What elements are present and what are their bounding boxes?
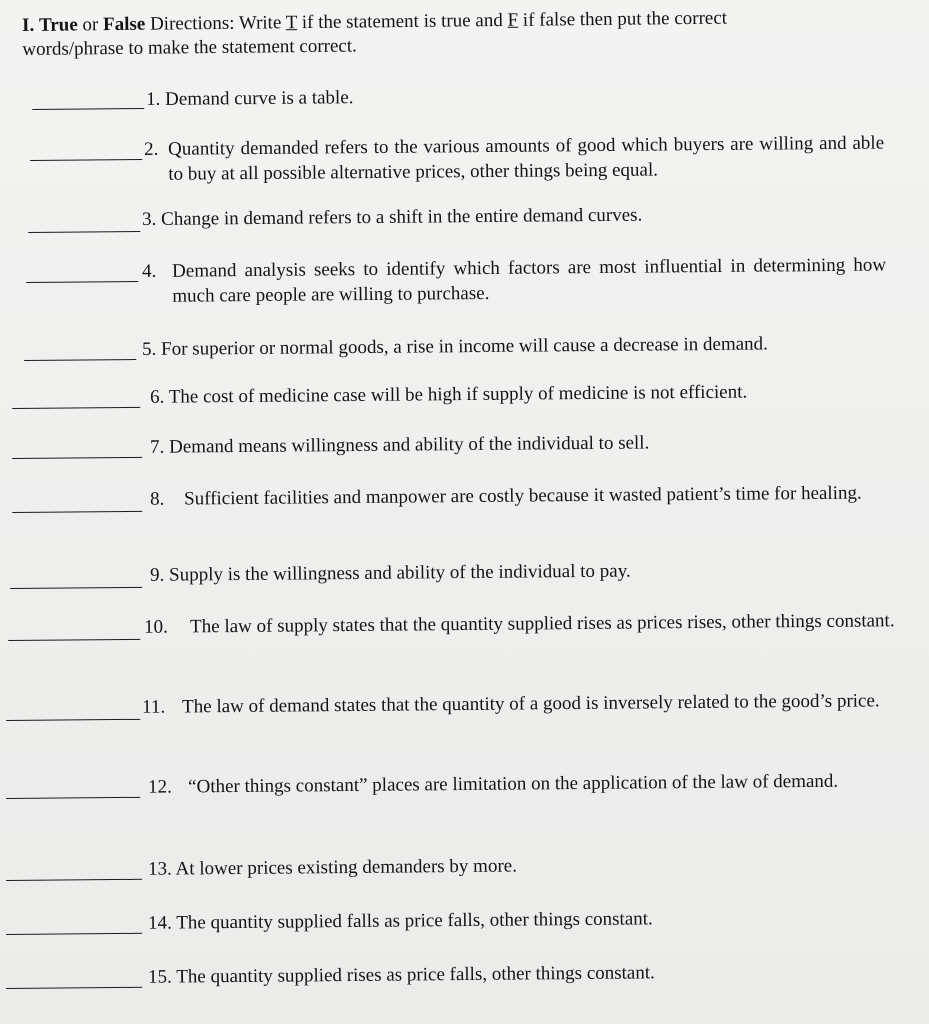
answer-blank[interactable] bbox=[6, 987, 142, 989]
directions-label: Directions: Write bbox=[149, 12, 282, 35]
item-statement bbox=[150, 480, 902, 512]
answer-blank[interactable] bbox=[6, 719, 140, 721]
list-item bbox=[12, 378, 892, 426]
item-text: The cost of medicine case will be high if supply of medicine is not efficient. bbox=[168, 381, 748, 408]
item-statement bbox=[150, 428, 890, 459]
item-text: Supply is the willingness and ability of the individual to pay. bbox=[169, 560, 631, 586]
title-false: False bbox=[102, 13, 146, 36]
item-text: Demand curve is a table. bbox=[165, 87, 354, 110]
item-text: The quantity supplied rises as price falls, other things constant. bbox=[176, 962, 655, 988]
item-statement bbox=[146, 81, 866, 112]
letter-f: F bbox=[507, 9, 519, 31]
list-item bbox=[24, 328, 904, 376]
list-item bbox=[12, 480, 902, 548]
item-statement bbox=[150, 556, 890, 587]
list-item bbox=[6, 904, 886, 952]
section-header bbox=[22, 5, 902, 62]
item-statement bbox=[144, 608, 908, 640]
item-statement bbox=[150, 378, 890, 409]
item-text: Sufficient facilities and manpower are costly because it wasted patient’s time for healing. bbox=[184, 482, 862, 510]
list-item bbox=[30, 128, 900, 196]
item-statement bbox=[148, 850, 868, 881]
answer-blank[interactable] bbox=[26, 281, 138, 283]
item-number: 8. bbox=[150, 488, 165, 510]
item-text: Change in demand refers to a shift in the entire demand curves. bbox=[161, 204, 643, 230]
item-number: 11. bbox=[142, 696, 166, 718]
title-true: True bbox=[38, 14, 78, 36]
item-text: For superior or normal goods, a rise in income will cause a decrease in demand. bbox=[161, 333, 768, 360]
list-item bbox=[12, 428, 892, 476]
list-item bbox=[6, 850, 886, 898]
item-number: 1. bbox=[146, 88, 161, 111]
answer-blank[interactable] bbox=[6, 879, 142, 881]
list-item bbox=[6, 958, 886, 1006]
item-number: 13. bbox=[148, 858, 172, 880]
answer-blank[interactable] bbox=[8, 639, 140, 641]
item-statement bbox=[148, 958, 868, 989]
item-text: At lower prices existing demanders by more. bbox=[175, 855, 518, 880]
answer-blank[interactable] bbox=[12, 407, 140, 409]
item-number: 4. bbox=[142, 260, 157, 282]
item-number: 7. bbox=[150, 436, 165, 458]
item-statement bbox=[148, 768, 884, 799]
letter-t: T bbox=[285, 12, 298, 34]
item-statement bbox=[142, 201, 862, 232]
answer-blank[interactable] bbox=[28, 231, 140, 233]
item-text: Demand means willingness and ability of the individual to sell. bbox=[169, 432, 650, 458]
item-number: 15. bbox=[148, 966, 172, 988]
answer-blank[interactable] bbox=[6, 933, 142, 935]
item-number: 6. bbox=[150, 386, 165, 408]
item-statement bbox=[142, 688, 908, 720]
answer-blank[interactable] bbox=[24, 359, 136, 361]
item-statement bbox=[142, 330, 902, 362]
item-text: Demand analysis seeks to identify which factors are most influential in determining how much care people are willing to purchase. bbox=[172, 254, 887, 307]
answer-blank[interactable] bbox=[30, 159, 142, 161]
directions-mid: if the statement is true and bbox=[301, 9, 503, 34]
list-item bbox=[26, 250, 896, 318]
item-text: The law of supply states that the quantity supplied rises as prices rises, other things constant. bbox=[190, 610, 895, 638]
answer-blank[interactable] bbox=[6, 797, 140, 799]
item-statement bbox=[144, 131, 884, 187]
list-item bbox=[8, 606, 908, 674]
item-statement bbox=[148, 904, 868, 935]
item-text: “Other things constant” places are limitation on the application of the law of demand. bbox=[188, 770, 839, 798]
item-number: 12. bbox=[148, 776, 172, 798]
item-number: 2. bbox=[144, 138, 159, 161]
directions-end: if false then put the correct bbox=[522, 7, 728, 31]
item-number: 10. bbox=[144, 616, 168, 638]
list-item bbox=[10, 556, 890, 604]
list-item bbox=[6, 766, 906, 834]
item-number: 5. bbox=[142, 338, 157, 360]
answer-blank[interactable] bbox=[10, 587, 142, 589]
title-or: or bbox=[82, 14, 99, 36]
item-number: 9. bbox=[150, 564, 165, 586]
answer-blank[interactable] bbox=[12, 511, 142, 513]
item-text: The quantity supplied falls as price falls, other things constant. bbox=[176, 908, 653, 934]
answer-blank[interactable] bbox=[12, 457, 142, 459]
item-statement bbox=[142, 252, 886, 308]
list-item bbox=[28, 198, 898, 246]
list-item bbox=[6, 686, 916, 754]
answer-blank[interactable] bbox=[32, 108, 144, 110]
item-number: 14. bbox=[148, 912, 172, 934]
item-text: The law of demand states that the quantity of a good is inversely related to the good’s price. bbox=[182, 690, 880, 718]
section-number: I. bbox=[22, 14, 35, 36]
directions-line-2: words/phrase to make the statement correct. bbox=[22, 35, 357, 60]
item-number: 3. bbox=[142, 208, 157, 231]
item-text: Quantity demanded refers to the various amounts of good which buyers are willing and able to buy at all possible alternative prices, other things being equal. bbox=[168, 132, 885, 185]
list-item bbox=[32, 76, 892, 124]
